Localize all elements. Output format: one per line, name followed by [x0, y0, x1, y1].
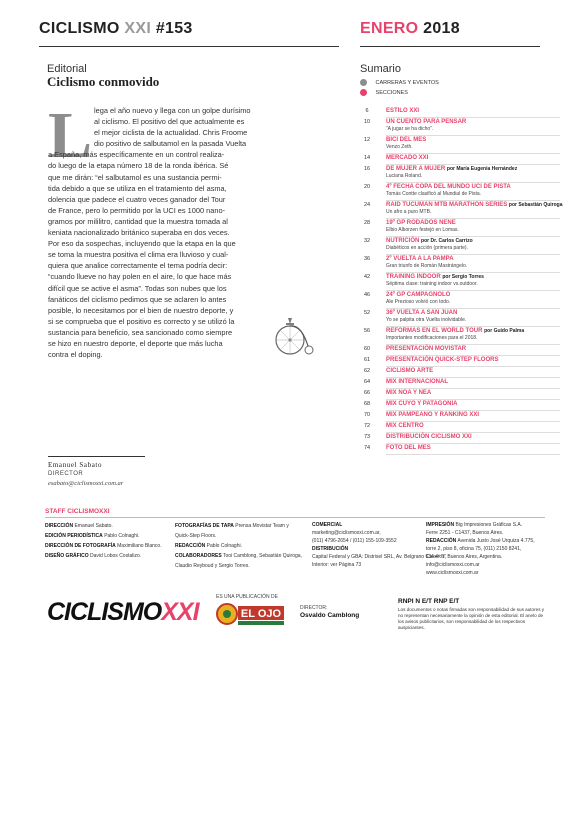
toc-separator: [386, 200, 560, 201]
toc-page-number: 52: [363, 310, 371, 316]
toc-title: TRAINING INDOOR: [386, 274, 441, 280]
editorial-line: el mejor ciclista de la actualidad. Chris Froome: [94, 128, 248, 138]
toc-separator: [386, 377, 560, 378]
staff-value: Pablo Colnaghi.: [104, 533, 140, 539]
staff-value: Emanuel Sabato.: [74, 523, 113, 529]
toc-title: DISTRIBUCIÓN CICLISMO XXI: [386, 434, 472, 440]
staff-value: Ferre 2251 - C1437, Buenos Aires.: [426, 530, 504, 536]
toc-page-number: 36: [363, 256, 371, 262]
staff-line: [175, 551, 302, 561]
staff-value: info@ciclismoxxi.com.ar: [426, 562, 480, 568]
toc-page-number: 74: [363, 445, 371, 451]
toc-title-wrap: [386, 368, 433, 374]
toc-page-number: 66: [363, 390, 371, 396]
staff-value: Claudio Reyboud y Sergio Torres.: [175, 563, 250, 569]
editorial-line: dolencia que padece el cuatro veces ganador del Tour: [48, 194, 226, 204]
toc-title: ESTILO XXI: [386, 108, 420, 114]
toc-page-number: 62: [363, 368, 371, 374]
header-divider-right: [360, 46, 540, 47]
staff-title: STAFF CICLISMOXXI: [45, 508, 110, 515]
issue-year: 2018: [423, 20, 460, 37]
editorial-dropcap: L: [48, 99, 93, 172]
legend-events-label: CARRERAS Y EVENTOS: [375, 79, 439, 86]
toc-separator: [386, 308, 560, 309]
staff-value: David Lobos Costalizo.: [90, 553, 142, 559]
staff-value: Pablo Colnaghi.: [206, 543, 242, 549]
magazine-xxi: XXI: [124, 20, 152, 37]
toc-separator: [386, 182, 560, 183]
toc-page-number: 20: [363, 184, 371, 190]
legend-pink-dot-icon: [360, 89, 367, 96]
staff-line: [175, 531, 302, 541]
staff-line: [426, 537, 535, 545]
toc-description: Diabéticos en acción (primera parte).: [386, 245, 468, 251]
editorial-line: tida debido a que se utiliza en el tratamiento del asma,: [48, 183, 227, 193]
toc-title-wrap: [386, 390, 431, 396]
toc-page-number: 60: [363, 346, 371, 352]
toc-page-number: 32: [363, 238, 371, 244]
director-label: DIRECTOR:: [300, 605, 328, 611]
staff-value: torre 2, piso 8, oficina 75, (011) 2150 8241,: [426, 546, 522, 552]
legend-events: [360, 79, 439, 86]
staff-label: IMPRESIÓN: [426, 522, 455, 528]
toc-page-number: 64: [363, 379, 371, 385]
toc-title: MIX CUYO Y PATAGONIA: [386, 401, 458, 407]
editorial-line: posible, lo necesitamos por el bien de nuestro deporte, y: [48, 305, 234, 315]
issue-date: [360, 20, 460, 42]
staff-line: [426, 569, 535, 577]
logo-main: CICLISMO: [47, 598, 162, 626]
toc-title: DE MUJER A MUJER: [386, 166, 446, 172]
staff-value: Big Impresiones Gráficas S.A.: [455, 522, 523, 528]
toc-title: 36º VUELTA A SAN JUAN: [386, 310, 458, 316]
toc-separator: [386, 399, 560, 400]
staff-value: Capital Federal y GBA: Distrisel SRL, Av. Belgrano 634 4º "I": [312, 554, 447, 560]
toc-description: Yo se palpita otra Vuelta inolvidable.: [386, 317, 467, 323]
signature-role: DIRECTOR: [48, 471, 84, 477]
toc-separator: [386, 432, 560, 433]
toc-separator: [386, 117, 560, 118]
toc-title: PRESENTACIÓN QUICK-STEP FLOORS: [386, 357, 499, 363]
toc-title-wrap: [386, 423, 424, 429]
staff-column-1: [45, 521, 162, 561]
toc-title: PRESENTACIÓN MOVISTAR: [386, 346, 467, 352]
staff-value: Avenida Justo José Urquiza 4.775,: [457, 538, 535, 544]
editorial-line: lega el año nuevo y llega con un golpe durísimo: [94, 106, 251, 115]
toc-separator: [386, 366, 560, 367]
staff-label: DIRECCIÓN DE FOTOGRAFÍA: [45, 543, 116, 549]
el-ojo-logo-text: EL OJO: [240, 608, 282, 620]
editorial-line: fanáticos del ciclismo pedimos que se aclaren lo antes: [48, 294, 227, 304]
staff-line: [45, 551, 162, 561]
legend-sections: [360, 89, 408, 96]
toc-separator: [386, 355, 560, 356]
toc-title: FOTO DEL MES: [386, 445, 431, 451]
toc-separator: [386, 254, 560, 255]
staff-label: DISTRIBUCIÓN: [312, 546, 349, 552]
toc-title-wrap: [386, 434, 472, 440]
toc-title-wrap: [386, 274, 484, 280]
staff-line: [426, 521, 535, 529]
toc-separator: [386, 388, 560, 389]
toc-page-number: 12: [363, 137, 371, 143]
toc-author: por Sebastián Quiroga: [508, 202, 563, 208]
editorial-line: quiera que analice correctamente el tema podría decir:: [48, 261, 228, 271]
editorial-line: a España, más específicamente en un control realiza-: [48, 150, 225, 160]
toc-separator: [386, 164, 560, 165]
editorial-line: difícil que se active el asma”. Todas son nubes que los: [48, 283, 227, 293]
staff-line: [45, 541, 162, 551]
toc-page-number: 42: [363, 274, 371, 280]
legend-sections-label: SECCIONES: [375, 89, 408, 96]
editorial-line: contra el doping.: [48, 350, 103, 360]
staff-line: [426, 545, 535, 553]
staff-line: [426, 561, 535, 569]
toc-page-number: 28: [363, 220, 371, 226]
el-ojo-logo: [216, 600, 286, 628]
editorial-line: dio positivo de salbutamol en la pasada Vuelta: [94, 139, 247, 149]
toc-description: Elbio Alborzen festejó en Lomas.: [386, 227, 459, 233]
editorial-line: keniata nacionalizado británico superaba en dos veces.: [48, 228, 230, 238]
staff-label: REDACCIÓN: [426, 538, 457, 544]
magazine-name: CICLISMO: [39, 20, 120, 37]
editorial-kicker: Editorial: [47, 63, 87, 75]
publisher-label: ES UNA PUBLICACIÓN DE: [216, 594, 278, 600]
toc-title: NUTRICIÓN: [386, 238, 420, 244]
toc-description: Un afro a puro MTB.: [386, 209, 432, 215]
toc-title: 19º GP RODADOS NENE: [386, 220, 456, 226]
toc-description: Gran triunfo de Román Mastrángelo.: [386, 263, 468, 269]
staff-column-4: [426, 521, 535, 577]
staff-label: DISEÑO GRÁFICO: [45, 553, 89, 559]
toc-title-wrap: [386, 357, 498, 363]
staff-line: [426, 529, 535, 537]
toc-page-number: 14: [363, 155, 371, 161]
toc-page-number: 16: [363, 166, 371, 172]
summary-kicker: Sumario: [360, 63, 401, 75]
staff-value: Quick-Step Floors.: [175, 533, 217, 539]
toc-separator: [386, 290, 560, 291]
editorial-line: Por eso da sospechas, incluyendo que la etapa en la que: [48, 239, 236, 249]
toc-separator: [386, 344, 560, 345]
ciclismoxxi-logo: [47, 598, 199, 627]
toc-title: MIX INTERNACIONAL: [386, 379, 448, 385]
toc-separator: [386, 443, 560, 444]
issue-month: ENERO: [360, 20, 419, 37]
toc-author: por Sergio Torres: [442, 274, 484, 280]
toc-title-wrap: [386, 202, 563, 208]
editorial-line: si se comprueba que el positivo es correcto y se utilizó la: [48, 316, 235, 326]
editorial-line: de France, pero lo permitido por la UCI es 1000 nano-: [48, 205, 226, 215]
toc-title: UN CUENTO PARA PENSAR: [386, 119, 467, 125]
staff-line: [426, 553, 535, 561]
staff-value: www.ciclismoxxi.com.ar: [426, 570, 479, 576]
editorial-line: al ciclismo. El positivo del que actualmente es: [94, 117, 245, 127]
toc-page-number: 68: [363, 401, 371, 407]
toc-title-wrap: [386, 108, 419, 114]
signature-divider: [48, 456, 145, 457]
signature-name: Emanuel Sabato: [48, 461, 103, 469]
toc-title: MIX CENTRO: [386, 423, 424, 429]
toc-description: Ale Prezioso volvió con todo.: [386, 299, 451, 305]
staff-value: (011) 4796-2654 / (011) 155-109-3552: [312, 538, 397, 544]
staff-label: FOTOGRAFÍAS DE TAPA: [175, 523, 234, 529]
director-name: Osvaldo Camblong: [300, 612, 360, 619]
toc-title: MIX NOA Y NEA: [386, 390, 432, 396]
editorial-line: se hizo en nuestro deporte, el deporte que más lucha: [48, 338, 223, 348]
toc-title-wrap: [386, 401, 457, 407]
toc-title-wrap: [386, 292, 450, 298]
toc-title-wrap: [386, 379, 448, 385]
toc-title: CICLISMO ARTE: [386, 368, 434, 374]
toc-title-wrap: [386, 412, 479, 418]
staff-line: [175, 561, 302, 571]
editorial-body: [48, 99, 258, 360]
signature-email[interactable]: esabato@ciclismoxxi.com.ar: [48, 480, 124, 487]
toc-title-wrap: [386, 310, 457, 316]
staff-line: [45, 531, 162, 541]
penny-farthing-icon: [275, 310, 315, 362]
staff-value: Maximiliano Blanco.: [117, 543, 162, 549]
toc-title: BICI DEL MES: [386, 137, 427, 143]
toc-author: por María Eugenia Hernández: [446, 166, 518, 172]
toc-title: 24º GP CAMPAGNOLO: [386, 292, 451, 298]
staff-value: Caseros, Buenos Aires, Argentina.: [426, 554, 503, 560]
toc-description: Luciana Roland.: [386, 173, 423, 179]
disclaimer: Los documentos o notas firmadas son responsabilidad de sus autores y no representan necesariamente la opinión de esta editorial. El anelo de los avisos publicitarios, son responsabilidad de los respectivos auspiciantes.: [398, 607, 545, 630]
toc-separator: [386, 454, 560, 455]
toc-title: 2º VUELTA A LA PAMPA: [386, 256, 454, 262]
toc-separator: [386, 421, 560, 422]
editorial-line: do luego de la etapa número 18 de la ronda ibérica. Sé: [48, 161, 229, 171]
staff-value: Tooi Camblong, Sebastián Quiroga,: [222, 553, 302, 559]
header-divider-left: [39, 46, 339, 47]
logo-xxi: XXI: [161, 598, 199, 626]
toc-title-wrap: [386, 220, 456, 226]
toc-title: REFORMAS EN EL WORLD TOUR: [386, 328, 483, 334]
toc-separator: [386, 410, 560, 411]
staff-value: Prensa Movistar Team y: [235, 523, 289, 529]
toc-title-wrap: [386, 445, 431, 451]
legend-gray-dot-icon: [360, 79, 367, 86]
editorial-line: sustancia para beneficio, sea sancionado como siempre: [48, 327, 233, 337]
toc-author: por Guido Palma: [484, 328, 525, 334]
editorial-line: que me dirán: “el salbutamol es una sustancia permi-: [48, 172, 222, 182]
staff-line: [175, 521, 302, 531]
toc-title-wrap: [386, 119, 466, 125]
staff-label: COLABORADORES: [175, 553, 222, 559]
toc-title: MIX PAMPEANO Y RANKING XXI: [386, 412, 480, 418]
editorial-line: “cuando llueve no hay polen en el aire, lo que hace más: [48, 272, 232, 282]
toc-title-wrap: [386, 155, 428, 161]
toc-description: Tomás Contte clasificó al Mundial de Pista.: [386, 191, 482, 197]
issue-number: #153: [155, 20, 193, 37]
staff-value: Interior: ver Página 73: [312, 562, 362, 568]
toc-title-wrap: [386, 238, 473, 244]
toc-page-number: 72: [363, 423, 371, 429]
rnpi: RNPI N E/T RNP E/T: [398, 598, 460, 605]
toc-separator: [386, 135, 560, 136]
staff-label: EDICIÓN PERIODÍSTICA: [45, 533, 103, 539]
toc-page-number: 6: [365, 108, 369, 114]
toc-separator: [386, 236, 560, 237]
toc-description: Séptima clase: training indoor vs.outdoor.: [386, 281, 478, 287]
staff-line: [45, 521, 162, 531]
staff-line: [175, 541, 302, 551]
toc-title-wrap: [386, 346, 466, 352]
magazine-issue-header: [39, 20, 193, 42]
editorial-title: Ciclismo conmovido: [47, 74, 160, 89]
toc-title: RAID TUCUMAN MTB MARATHON SERIES: [386, 202, 508, 208]
toc-title: MERCADO XXI: [386, 155, 429, 161]
toc-page-number: 10: [363, 119, 371, 125]
toc-title: 4º FECHA COPA DEL MUNDO UCI DE PISTA: [386, 184, 511, 190]
toc-separator: [386, 218, 560, 219]
toc-page-number: 46: [363, 292, 371, 298]
toc-separator: [386, 153, 560, 154]
toc-page-number: 56: [363, 328, 371, 334]
toc-separator: [386, 272, 560, 273]
staff-value: marketing@ciclismoxxi.com.ar,: [312, 530, 381, 536]
toc-title-wrap: [386, 137, 426, 143]
staff-label: DIRECCIÓN: [45, 523, 74, 529]
editorial-line: gramos por mililitro, cantidad que la muestra tomada al: [48, 216, 228, 226]
toc-page-number: 73: [363, 434, 371, 440]
toc-description: “A jugar se ha dicho”.: [386, 126, 434, 132]
toc-title-wrap: [386, 328, 524, 334]
toc-page-number: 61: [363, 357, 371, 363]
toc-description: Importantes modificaciones para el 2018.: [386, 335, 478, 341]
toc-page-number: 24: [363, 202, 371, 208]
staff-column-2: [175, 521, 302, 571]
editorial-line: se toma la muestra positiva el clima era lluvioso y cual-: [48, 250, 229, 260]
toc-title-wrap: [386, 184, 511, 190]
staff-label: COMERCIAL: [312, 522, 343, 528]
toc-separator: [386, 326, 560, 327]
toc-author: por Dr. Carlos Carrizo: [421, 238, 473, 244]
toc-title-wrap: [386, 256, 454, 262]
staff-divider: [45, 517, 545, 518]
toc-description: Venzo Zeth.: [386, 144, 413, 150]
toc-title-wrap: [386, 166, 517, 172]
toc-page-number: 70: [363, 412, 371, 418]
staff-label: REDACCIÓN: [175, 543, 206, 549]
